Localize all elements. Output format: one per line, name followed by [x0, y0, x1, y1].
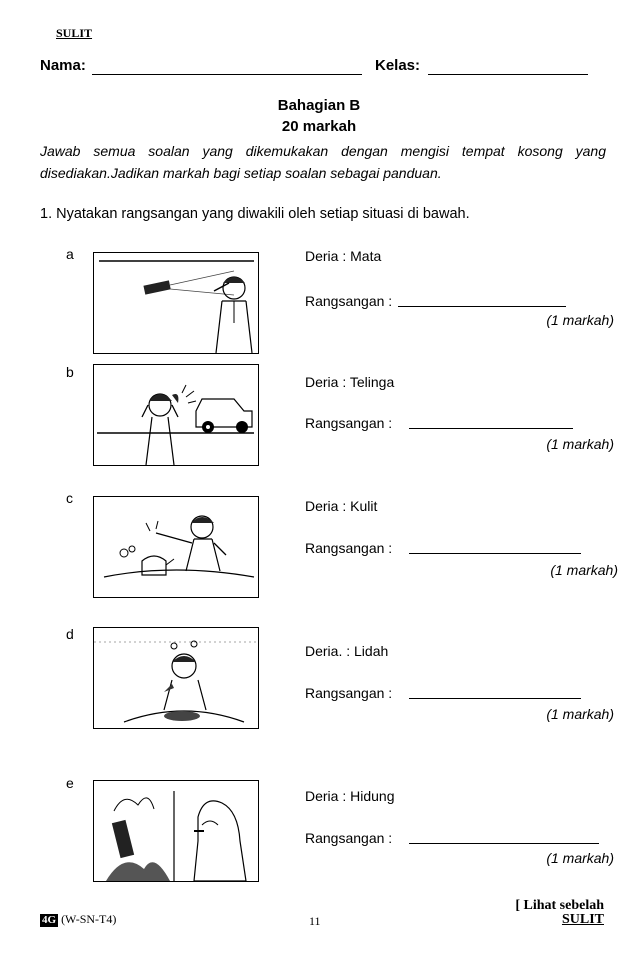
item-a-letter: a [66, 246, 74, 262]
item-a-mark: (1 markah) [546, 312, 614, 328]
item-c-deria: Deria : Kulit [305, 498, 378, 514]
form-badge: 4G [42, 914, 57, 926]
item-c-mark: (1 markah) [550, 562, 618, 578]
section-title: Bahagian B [277, 97, 361, 114]
item-b-rangsangan-label: Rangsangan : [305, 415, 393, 431]
paper-code-text: (W-SN-T4) [61, 912, 117, 926]
paper-code [40, 912, 116, 927]
item-a-answer-line[interactable] [398, 306, 566, 307]
turn-over-note: [ Lihat sebelah [515, 898, 604, 913]
item-c-letter: c [66, 490, 73, 506]
item-c-rangsangan-label: Rangsangan : [305, 540, 393, 556]
section-marks: 20 markah [281, 118, 357, 135]
kelas-field[interactable] [428, 74, 588, 75]
item-a-rangsangan-label: Rangsangan : [305, 293, 393, 309]
item-a-deria: Deria : Mata [305, 248, 382, 264]
girl-covering-ears-image [94, 365, 258, 465]
item-d-answer-line[interactable] [409, 698, 581, 699]
item-e-deria: Deria : Hidung [305, 788, 395, 804]
item-c-picture [93, 496, 259, 598]
instruction-text: Jawab semua soalan yang dikemukakan dengan mengisi tempat kosong yang disediakan.Jadikan markah bagi setiap soalan sebagai panduan. [40, 143, 606, 181]
nama-field[interactable] [92, 74, 362, 75]
confidential-mark-top: SULIT [56, 26, 93, 40]
item-b-mark: (1 markah) [546, 436, 614, 452]
item-e-answer-line[interactable] [409, 843, 599, 844]
boy-eating-spicy-food-image [94, 628, 258, 728]
item-a-picture [93, 252, 259, 354]
item-b-answer-line[interactable] [409, 428, 573, 429]
boy-touching-kettle-image [94, 497, 258, 597]
item-b-letter: b [66, 364, 74, 380]
item-b-picture [93, 364, 259, 466]
item-e-mark: (1 markah) [546, 850, 614, 866]
kelas-label: Kelas: [375, 57, 421, 74]
item-e-picture [93, 780, 259, 882]
confidential-mark-bottom: SULIT [561, 912, 604, 927]
item-b-deria: Deria : Telinga [305, 374, 395, 390]
item-d-picture [93, 627, 259, 729]
item-e-rangsangan-label: Rangsangan : [305, 830, 393, 846]
item-d-deria: Deria. : Lidah [305, 643, 389, 659]
item-d-mark: (1 markah) [546, 706, 614, 722]
nama-label: Nama: [40, 57, 86, 74]
item-d-rangsangan-label: Rangsangan : [305, 685, 393, 701]
boy-shielding-eyes-image [94, 253, 258, 353]
question-1: 1. Nyatakan rangsangan yang diwakili oleh setiap situasi di bawah. [40, 206, 470, 222]
item-c-answer-line[interactable] [409, 553, 581, 554]
page-number: 11 [309, 914, 321, 928]
item-d-letter: d [66, 626, 74, 642]
woman-covering-nose-image [94, 781, 258, 881]
item-e-letter: e [66, 775, 74, 791]
